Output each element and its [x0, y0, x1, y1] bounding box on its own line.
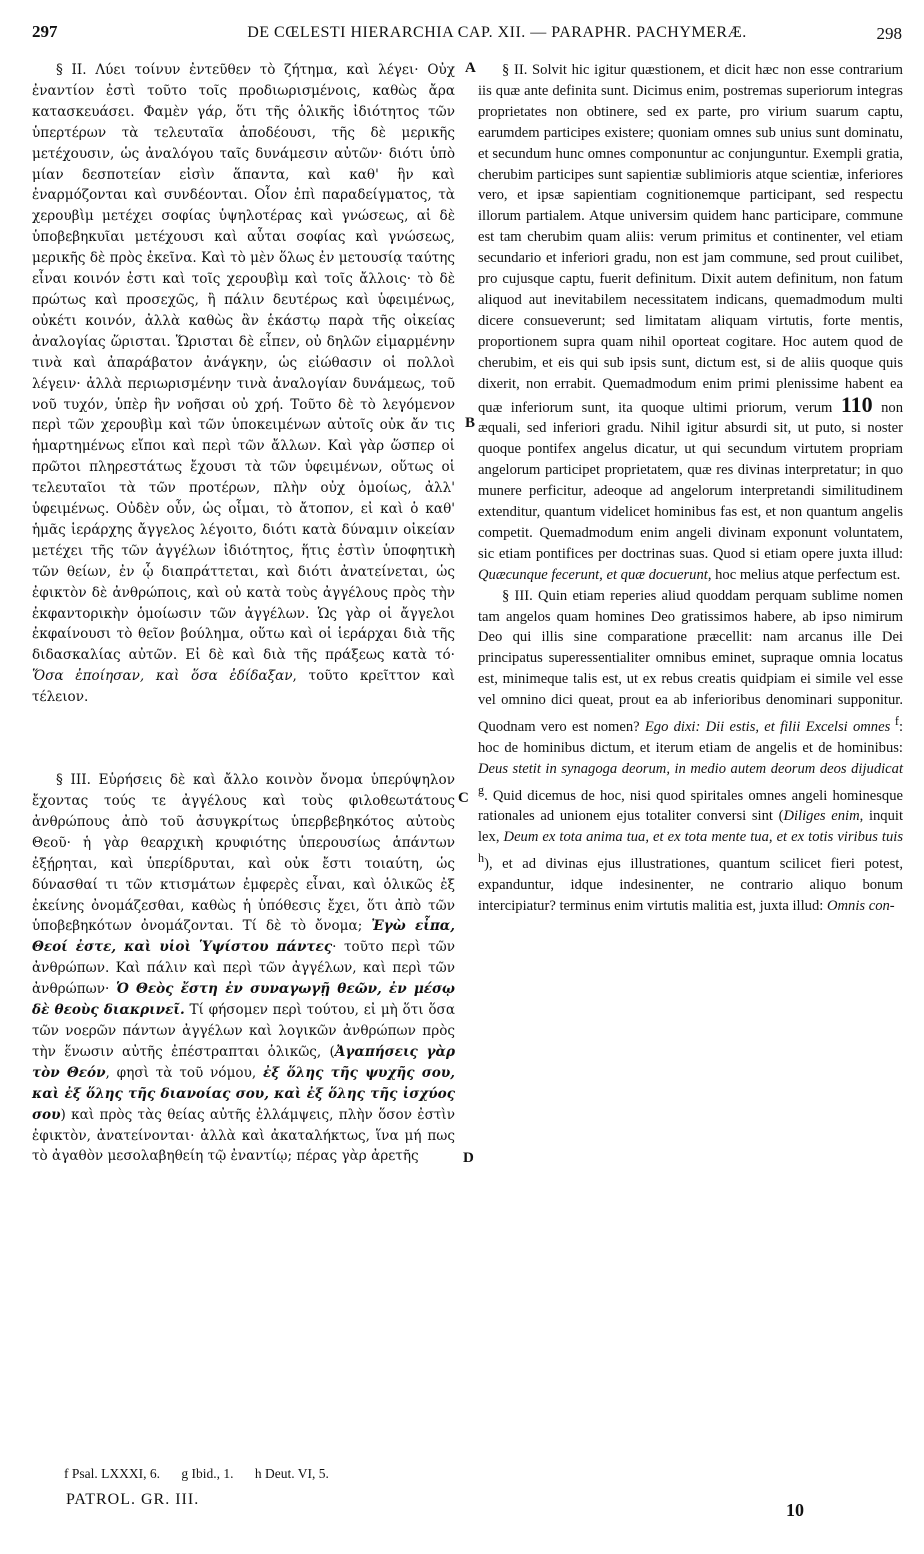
footnotes [64, 1466, 347, 1482]
margin-marker-d: D [463, 1150, 474, 1166]
running-title: DE CŒLESTI HIERARCHIA CAP. XII. — PARAPHR. PACHYMERÆ. [247, 24, 747, 41]
footnote-f: f Psal. LXXXI, 6. [64, 1466, 160, 1481]
page-number-left: 297 [32, 22, 58, 41]
column-number: 110 [840, 391, 873, 417]
series-title: PATROL. GR. III. [66, 1491, 200, 1508]
latin-paragraph-ii: § II. Solvit hic igitur quæstionem, et dicit hæc non esse contrarium iis quæ ante definita sunt. Dicimus enim, postremas superiorum integras proprietates non obtinere, sed ex parte, pro virium suarum captu, earumdem participes existere; quoniam omnes sub unius sunt dominatu, et secundum hunc omnes componuntur ac conjunguntur. Exempli gratia, cherubim participes sunt sapientiæ sublimioris atque scientiæ, inferiores vero, et ipsæ sapientiam cognitionemque participant, sed respectu illorum partialem. Atque universim quidem hanc participare, commune est tam cherubim quam aliis: verum primitus et continenter, vel etiam secundario et inferiori gradu, non est jam commune, sed prout cuilibet, pro cujusque captu, fuerit definitum. Dixit autem definitum, non fatum aliquod aut inevitabilem necessitatem indicans, quemadmodum multi dicere consueverunt; sed limitatam aliquam virtutis, forte mentis, proportionem supra quam nihil oporteat cogitare. Hoc autem quod de cherubim, et eis qui sub ipsis sunt, dictum est, si de aliis quoque quis dixerit, non errabit. Quemadmodum enim primi plenissime habent ea quæ inferiorum sunt, ita quoque ultimi priorum, verum 110 non æquali, sed inferiori gradu. Nihil igitur absurdi sit, ut puto, si noster quoque pontifex angelus dicatur, ut qui secundum virtutem propriam angelorum participet proprietatem, quæ res divinas interpretatur; in quo munere perficitur, adeoque ad angelorum interpretandi similitudinem extenditur, quantum videlicet hominibus fas est, et non quantum angelis competit. Quemadmodum enim angeli divinam exponunt voluntatem, sic etiam pontifices per doctrinas suas. Quod si etiam operе juxta illud: Quæcunque fecerunt, et quæ docuerunt, hoc melius atque perfectum est. [478, 62, 904, 583]
margin-marker-b: B [465, 415, 476, 431]
folio-number: 10 [786, 1500, 804, 1520]
greek-paragraph-iii: § III. Εὑρήσεις δὲ καὶ ἄλλο κοινὸν ὄνομα ὑπερύψηλον ἔχοντας τούς τε ἀγγέλους καὶ τοὺς φιλοθεωτάτους ἀνθρώπους ἀπὸ τοῦ ἀσυγκρίτως ὑπερβεβηκότος αὐτοὺς Θεοῦ· ἡ γὰρ θεαρχικὴ κρυφιότης ὑπερουσίως ἁπάντων ἐξῄρηται, καὶ ὑπερίδρυται, καὶ οὐκ ἔστι τοιαύτη, ὡς δύνασθαί τι τῶν κτισμάτων ἐμφερὲς εἶναι, καὶ ὁλικῶς ἐξ ἐκείνης ὀνομάζεσθαι, καθὼς ἡ ὑπόθεσις ἔχει, ὅτι ἀπὸ τῶν ὑποβεβηκότων ὀνομάζονται. Τί δὲ τὸ ὄνομα; Ἐγὼ εἶπα, Θεοί ἐστε, καὶ υἱοὶ Ὑψίστου πάντες· τοῦτο περὶ τῶν ἀνθρώπων. Καὶ πάλιν καὶ περὶ τῶν ἀγγέλων, καὶ περὶ τῶν ἀνθρώπων· Ὁ Θεὸς ἔστη ἐν συναγωγῇ θεῶν, ἐν μέσῳ δὲ θεοὺς διακρινεῖ. Τί φήσομεν περὶ τούτου, εἰ μὴ ὅτι ὅσα τῶν νοερῶν πάντων ἀγγέλων καὶ λογικῶν ἀνθρώπων πρὸς τὴν ἕνωσιν αὐτῆς ἐπέστραπται ὁλικῶς, (Ἀγαπήσεις γὰρ τὸν Θεόν, φησὶ τὰ τοῦ νόμου, ἐξ ὅλης τῆς ψυχῆς σου, καὶ ἐξ ὅλης τῆς διανοίας σου, καὶ ἐξ ὅλης τῆς ἰσχύος σου) καὶ πρὸς τὰς θείας αὐτῆς ἐλλάμψεις, πλὴν ὅσον ἐστὶν ἐφικτὸν, ἀνατείνονται· ἀλλὰ καὶ ἀκαταλήκτως, ἵνα μή πως τὸ ἀγαθὸν μεσολαβηθείη τῷ ἐναντίῳ; πέρας γὰρ ἀρετῆς [32, 772, 456, 1165]
greek-column [32, 60, 455, 1167]
page-number-right: 298 [876, 24, 902, 43]
footnote-g: g Ibid., 1. [181, 1466, 234, 1481]
footnote-h: h Deut. VI, 5. [254, 1466, 329, 1481]
greek-paragraph-ii: § II. Λύει τοίνυν ἐντεῦθεν τὸ ζήτημα, καὶ λέγει· Οὐχ ἐναντίον ἐστὶ τοῦτο τοῖς προδιωρισμένοις, καθὼς ἄρα κατασκευάσει. Φαμὲν γάρ, ὅτι τῆς ὁλικῆς ἰδιότητος τῶν ὑπερτέρων τὰ τελευταῖα ἀποδέουσι, τῆς δὲ μερικῆς μετέχουσιν, ὡς ἀναλόγου ταῖς δυνάμεσιν αὐτῶν· διότι ὑπὸ μίαν δεσποτείαν εἰσὶν ἅπαντα, καὶ καθ' ἣν καὶ ἐναρμόζονται καὶ συνδέονται. Οἷον ἐπὶ παραδείγματος, τὰ χερουβὶμ μετέχει σοφίας ὑψηλοτέρας καὶ γνώσεως, αἱ δὲ ὑποβεβηκυῖαι μετέχουσι καὶ αὗται σοφίας καὶ γνώσεως, μερικῆς δὲ πρὸς ἐκεῖνα. Καὶ τὸ μὲν ὅλως ἐν μετουσίᾳ ταύτης εἶναι κοινόν ἐστι καὶ τοῖς χερουβὶμ καὶ τοῖς ἄλλοις· τὸ δὲ πρώτως καὶ προσεχῶς, ἢ πάλιν δευτέρως καὶ ὑφειμένως, οὐκέτι κοινόν, ἀλλὰ καθὼς ἂν ἑκάστῳ παρὰ τῆς οἰκείας ἀναλογίας ὥρισται. Ὥρισται δὲ εἶπεν, οὐ δηλῶν εἱμαρμένην τινὰ καὶ ἀπαράβατον ἀνάγκην, ὡς εἰώθασιν οἱ πολλοὶ λέγειν· ἀλλὰ περιωρισμένην τινὰ ἀναλογίαν δυνάμεως, τοῦ νοῦ τυχόν, ὑπὲρ ἣν νοῆσαι οὐ χρή. Τοῦτο δὲ τὸ λεγόμενον περὶ τῶν χερουβὶμ καὶ τῶν ὑποκειμένων αὐτοῖς οὐκ ἄν τις ἡμαρτημένως εἴποι καὶ περὶ τῶν ἄλλων. Καὶ γὰρ ὥσπερ οἱ πρῶτοι πληρεστάτως ἔχουσι τὰ τῶν ὑφειμένων, οὕτως οἱ τελευταῖοι τὰ τῶν προτέρων, πλὴν οὐχ ὁμοίως, ἀλλ' ὑφειμένως. Οὐδὲν οὖν, ὡς οἶμαι, τὸ ἄτοπον, εἰ καὶ ὁ καθ' ἡμᾶς ἱεράρχης ἄγγελος λέγοιτο, διότι κατὰ δύναμιν οἰκείαν μετέχει τῆς τῶν ἀγγέλων ἰδιότητος, ἥτις ἐστὶν ὑποφητικὴ τῶν θείων, ἐν ᾧ διαπράττεται, καὶ διότι ἀνατείνεται, ὡς ἐφικτὸν δὲ ἀνθρώποις, καὶ οὐ κατὰ τοὺς ἀγγέλους πρὸς τὴν ἐκφαντορικὴν ὁμοίωσιν τῶν ἀγγέλων. Ὡς γὰρ οἱ ἄγγελοι ἐκφαίνουσι τὸ θεῖον βούλημα, οὕτω καὶ οἱ ἱεράρχαι διὰ τῆς διδασκαλίας αὐτῶν. Εἰ δὲ καὶ διὰ τῆς πράξεως κατὰ τό· Ὅσα ἐποίησαν, καὶ ὅσα ἐδίδαξαν, τοῦτο κρεῖττον καὶ τέλειον. [32, 62, 455, 706]
latin-column [478, 60, 903, 917]
latin-paragraph-iii: § III. Quin etiam reperies aliud quoddam perquam sublime nomen tam angelos quam homines Deo gratissimos habere, ab ipso nimirum Deo qui illis sine comparatione præcellit: nam arcanus ille Dei principatus superessentialiter omnibus eminet, supraque omnia locatus est, minimeque talis est, ut ex rebus creatis quidpiam ei simile vel esse vel omnino dici queat, prout ea ab inferioribus denominari supponitur. Quodnam vero est nomen? Ego dixi: Dii estis, et filii Excelsi omnes $^f$: hoc de hominibus dictum, et iterum etiam de angelis et de hominibus: Deus stetit in synagoga deorum, in medio autem deorum deos dijudicat $^g$. Quid dicemus de hoc, nisi quod spiritales omnes angeli hominesque rationales ad unionem ejus totaliter conversi sint (Diliges enim, inquit lex, Deum ex tota anima tua, et ex tota mente tua, et ex totis viribus tuis $^h$), et ad divinas ejus illustrationes, quantum scilicet fieri potest, expanduntur, idque indesinenter, ne contrario aliquo bonum intercipiatur? terminus enim virtutis malitia est, juxta illud: Omnis con- [478, 587, 904, 914]
margin-marker-a: A [465, 60, 476, 76]
margin-marker-c: C [458, 790, 469, 806]
running-header [32, 22, 902, 48]
